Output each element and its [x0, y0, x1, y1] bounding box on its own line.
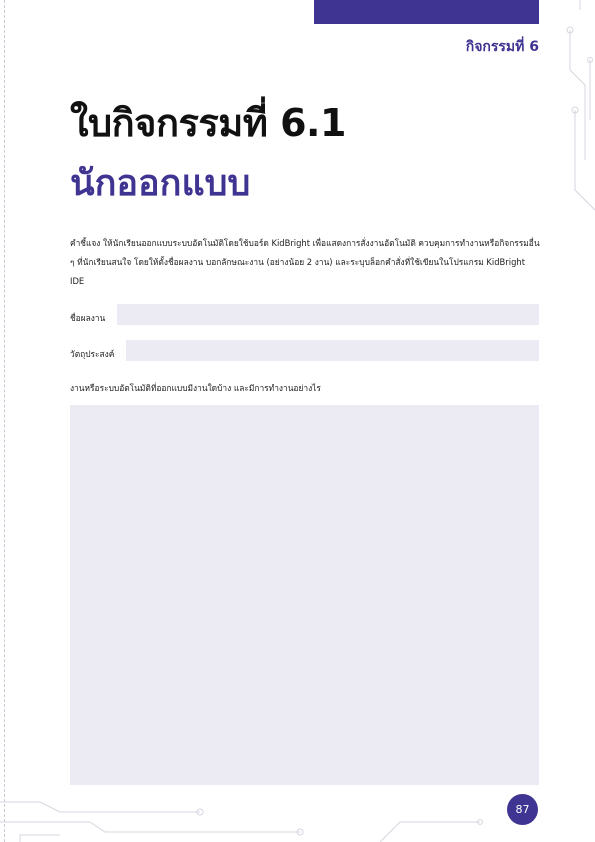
question-text: งานหรือระบบอัตโนมัติที่ออกแบบมีงานใดบ้าง และมีการทำงานอย่างไร	[70, 383, 321, 393]
objective-label: วัตถุประสงค์	[70, 349, 115, 359]
page-number-badge: 87	[507, 794, 538, 825]
page-subtitle: นักออกแบบ	[70, 163, 251, 204]
page-title: ใบกิจกรรมที่ 6.1	[70, 101, 346, 145]
header-accent-bar	[314, 0, 539, 24]
objective-field[interactable]	[126, 340, 539, 361]
answer-area[interactable]	[70, 405, 539, 785]
work-name-field[interactable]	[117, 304, 539, 325]
instructions-text: คำชี้แจง ให้นักเรียนออกแบบระบบอัตโนมัติโดยใช้บอร์ด KidBright เพื่อแสดงการสั่งงานอัตโนมัติ ควบคุมการทำงานหรือกิจกรรมอื่น ๆ ที่นักเรียนสนใจ โดยให้ตั้งชื่อผลงาน บอกลักษณะงาน (อย่างน้อย 2 งาน) และระบุบล็อกคำสั่งที่ใช้เขียนในโปรแกรม KidBright IDE	[70, 238, 540, 286]
activity-label: กิจกรรมที่ 6	[465, 39, 539, 55]
left-dashed-border	[4, 0, 5, 842]
work-name-label: ชื่อผลงาน	[70, 313, 106, 323]
